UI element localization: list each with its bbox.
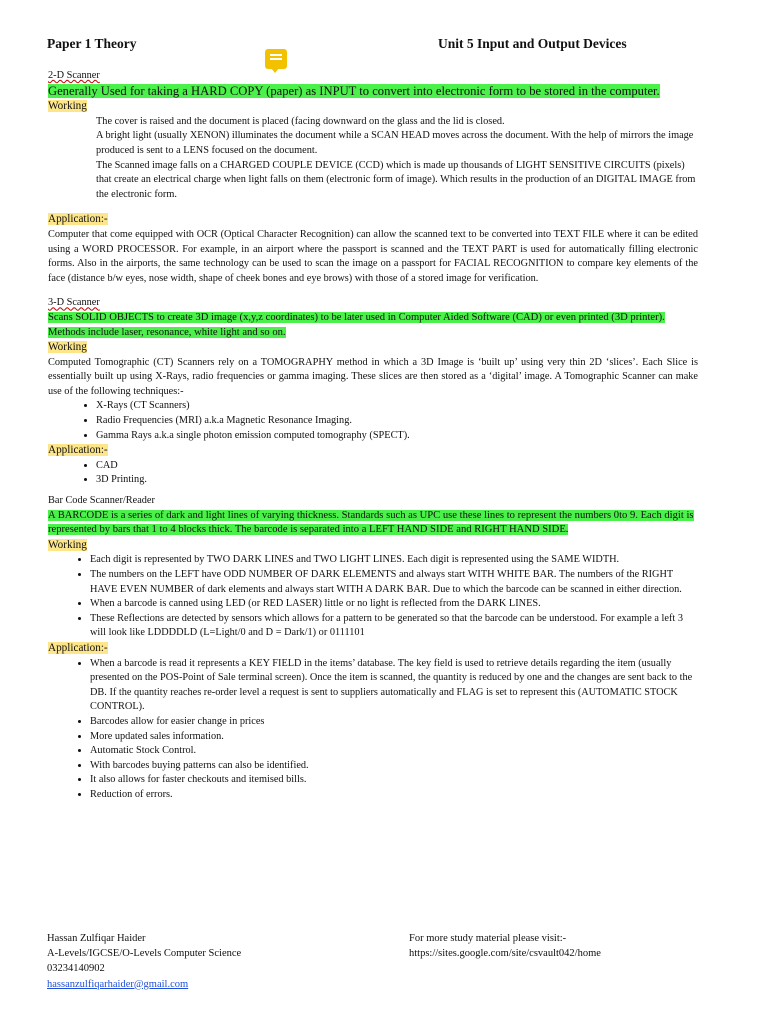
list-item: • It also allows for faster checkouts and itemised bills. [90,773,698,788]
application-label-barcode: Application:- [48,641,108,654]
document-body [48,69,698,803]
header-left: Paper 1 Theory [47,36,137,51]
list-item: • Reduction of errors. [90,788,698,803]
list-item: • These Reflections are detected by sensors which allows for a pattern to be generated so that the barcode can be understood. For example a left 3 will look like LDDDDLD (L=Light/0 and D = Dark/1) or 0111101 [90,612,698,641]
footer-phone: 03234140902 [47,963,105,975]
footer-more-label: For more study material please visit:- [409,933,567,944]
application-label-3d: Application:- [48,444,108,457]
applications-list-barcode [48,657,698,803]
list-item: • Radio Frequencies (MRI) a.k.a Magnetic Resonance Imaging. [96,414,698,429]
working-para-3d: Computed Tomographic (CT) Scanners rely on a TOMOGRAPHY method in which a 3D Image is ‘built up’ using very thin 2D ‘slices’. Each Slice is essentially built up using X-Rays, radio frequencies or gamma imaging. These slices are then stored as a ‘digital’ image. A Tomographic Scanner can make use of the following techniques:- [48,356,698,397]
list-item: • Gamma Rays a.k.a single photon emission computed tomography (SPECT). [96,429,698,444]
list-item: • Each digit is represented by TWO DARK LINES and TWO LIGHT LINES. Each digit is represented using the SAME WIDTH. [90,553,698,568]
list-item: • With barcodes buying patterns can also be identified. [90,759,698,774]
footer-email-link[interactable]: hassanzulfiqarhaider@gmail.com [47,978,189,990]
list-item: • When a barcode is read it represents a KEY FIELD in the items’ database. The key field is used to retrieve details regarding the item (usually presented on the POS-Point of Sale terminal screen). Once the item is scanned, the quantity is reduced by one and the changes are sent back to the DB. If the quantity reaches re-order level a request is sent to suppliers automatically and FLAG is set to represent this (AUTOMATIC STOCK CONTROL). [90,657,698,715]
techniques-list [48,399,698,443]
application-para-2d: Computer that come equipped with OCR (Optical Character Recognition) can allow the scanned text to be converted into TEXT FILE where it can be edited using a WORD PROCESSOR. For example, in an airport where the passport is scanned and the TEXT PART is used for automatically filling electronic forms. Also in the airports, the same technology can be used to scan the image on a passport for FACIAL RECOGNITION to compare key elements of the face (distance b/w eyes, nose width, shape of cheek bones and eye brows) with those of a stored image for verification. [48,228,698,284]
footer-levels: A-Levels/IGCSE/O-Levels Computer Science [47,948,242,960]
list-item: • When a barcode is canned using LED (or RED LASER) little or no light is reflected from the DARK LINES. [90,597,698,612]
section-intro-barcode: A BARCODE is a series of dark and light lines of varying thickness. Standards such as UPC use these lines to represent the numbers 0to 9. Each digit is represented by bars that 1 to 4 blocks thick. The barcode is separated into a LEFT HAND SIDE and RIGHT HAND SIDE. [48,509,694,536]
section-title-2d-scanner: 2-D Scanner [48,70,100,81]
working-list-barcode [48,553,698,641]
working-para-2d-3: The Scanned image falls on a CHARGED COUPLE DEVICE (CCD) which is made up thousands of LIGHT SENSITIVE CIRCUITS (pixels) that create an electrical charge when light falls on them (electronic form of image). Which results in the production of an DIGITAL IMAGE from the electronic form. [96,159,696,200]
application-label-2d: Application:- [48,213,108,226]
footer-site-url[interactable]: https://sites.google.com/site/csvault042/home [409,948,601,959]
list-item: • X-Rays (CT Scanners) [96,399,698,414]
working-label-2d: Working [48,100,87,113]
list-item: • 3D Printing. [96,473,698,488]
applications-list-3d [48,459,698,488]
working-label-barcode: Working [48,538,87,551]
section-intro-2d-scanner: Generally Used for taking a HARD COPY (paper) as INPUT to convert into electronic form to be stored in the computer. [48,83,660,98]
section-title-3d-scanner: 3-D Scanner [48,297,100,309]
footer-author-name: Hassan Zulfiqar Haider [47,933,146,944]
section-intro-3d-scanner: Scans SOLID OBJECTS to create 3D image (x,y,z coordinates) to be later used in Computer Aided Software (CAD) or even printed (3D printer). Methods include laser, resonance, white light and so on. [48,311,665,338]
list-item: • Automatic Stock Control. [90,744,698,759]
list-item: • The numbers on the LEFT have ODD NUMBER OF DARK ELEMENTS and always start WITH WHITE BAR. The numbers of the RIGHT HAVE EVEN NUMBER of dark elements and always start WITH A DARK BAR. Due to which the barcode can be scanned in either direction. [90,568,698,597]
working-para-2d-2: A bright light (usually XENON) illuminates the document while a SCAN HEAD moves across the document. With the help of mirrors the image produced is sent to a LENS focused on the document. [96,130,694,156]
working-para-2d-1: The cover is raised and the document is placed (facing downward on the glass and the lid is closed. [96,115,505,127]
working-label-3d: Working [48,341,87,354]
comment-icon[interactable] [265,49,287,69]
section-title-barcode: Bar Code Scanner/Reader [48,495,155,507]
list-item: • CAD [96,459,698,474]
list-item: • Barcodes allow for easier change in prices [90,715,698,730]
page-footer [47,931,657,992]
header-right: Unit 5 Input and Output Devices [438,36,627,51]
list-item: • More updated sales information. [90,730,698,745]
